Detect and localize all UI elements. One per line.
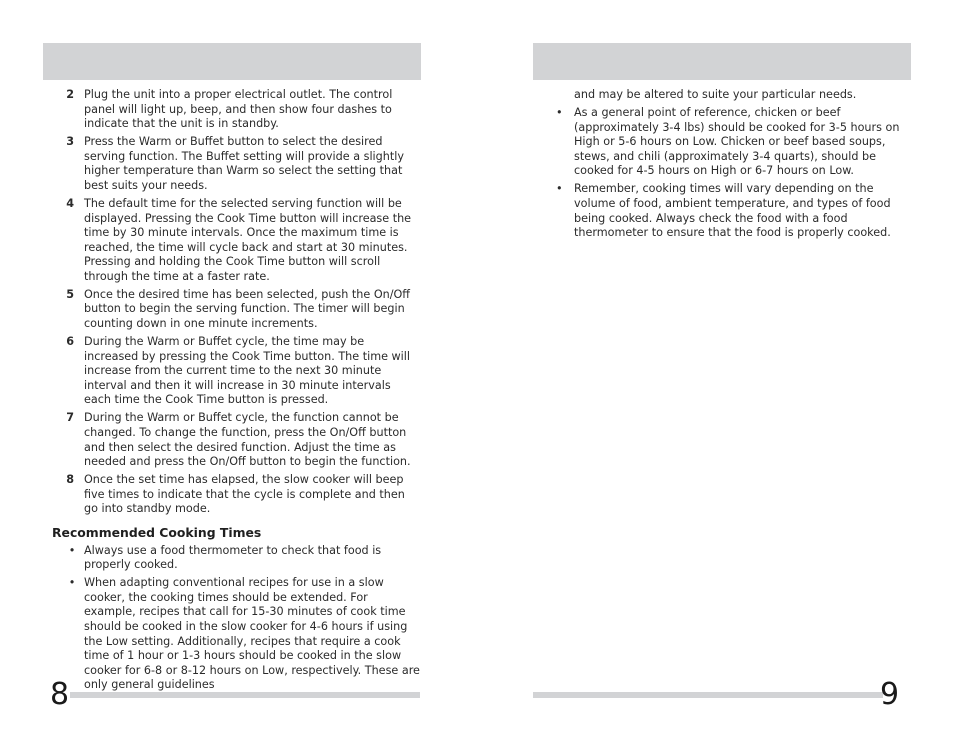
step-text: Plug the unit into a proper electrical outlet. The control panel will light up, beep, and then show four dashes to indicate that the unit is in standby. (84, 88, 393, 131)
bullet-dot: • (68, 576, 76, 590)
bullet-dot: • (556, 105, 563, 119)
step-text: During the Warm or Buffet cycle, the time may be increased by pressing the Cook Time button. The time will increase from the current time to the next 30 minute interval and then it will increase in 30 minute intervals each time the Cook Time button is pressed. (84, 335, 411, 407)
right-page-footer-bar (533, 692, 883, 698)
step-number: 3 (66, 135, 74, 149)
continued-text: and may be altered to suite your particular needs. (574, 88, 857, 101)
bullet-text: When adapting conventional recipes for use in a slow cooker, the cooking times should be extended. For example, recipes that call for 15-30 minutes of cook time should be cooked in the slow cooker for 4-6 hours if using the Low setting. Additionally, recipes that require a cook time of 1 hour or 1-3 hours should be cooked in the slow cooker for 6-8 or 8-12 hours on Low, respectively. These are only general guidelines (84, 576, 420, 692)
step-text: Once the set time has elapsed, the slow cooker will beep five times to indicate that the cycle is complete and then go into standby mode. (84, 473, 405, 516)
left-page-header-bar (43, 43, 421, 80)
bullet-item (52, 544, 420, 573)
step-item (52, 411, 420, 469)
bullet-item (556, 106, 906, 179)
step-text: The default time for the selected serving function will be displayed. Pressing the Cook Time button will increase the time by 30 minute intervals. Once the maximum time is reached, the time will cycle back and start at 30 minutes. Pressing and holding the Cook Time button will scroll through the time at a faster rate. (84, 196, 412, 283)
bullet-dot: • (556, 182, 563, 196)
step-item (52, 197, 420, 285)
step-text: Press the Warm or Buffet button to select the desired serving function. The Buffet setting will provide a slightly higher temperature than Warm so select the setting that best suits your needs. (84, 135, 404, 192)
step-number: 5 (66, 287, 74, 301)
bullet-text: Remember, cooking times will vary depending on the volume of food, ambient temperature, and types of food being cooked. Always check the food with a food thermometer to ensure that the food is properly cooked. (574, 182, 891, 240)
section-heading: Recommended Cooking Times (52, 524, 262, 540)
step-number: 8 (66, 473, 74, 487)
step-item (52, 288, 420, 332)
step-item (52, 335, 420, 408)
page-number-right: 9 (880, 677, 900, 712)
step-number: 4 (66, 196, 74, 210)
bullet-item (52, 576, 420, 693)
step-text: Once the desired time has been selected, push the On/Off button to begin the serving function. The timer will begin counting down in one minute increments. (84, 287, 410, 331)
page-number-left: 8 (50, 677, 70, 712)
bullet-text: Always use a food thermometer to check that food is properly cooked. (84, 543, 382, 572)
step-number: 6 (66, 335, 74, 349)
step-text: During the Warm or Buffet cycle, the function cannot be changed. To change the function, press the On/Off button and then select the desired function. Adjust the time as needed and press the On/Off button to begin the function. (84, 411, 411, 469)
bullet-item (556, 182, 906, 240)
left-page-footer-bar (70, 692, 420, 698)
step-item (52, 135, 420, 193)
right-page-header-bar (533, 43, 911, 80)
step-item (52, 473, 420, 517)
step-number: 2 (66, 88, 74, 101)
step-item (52, 88, 420, 132)
left-page-content (52, 88, 420, 696)
step-number: 7 (66, 411, 74, 425)
bullet-dot: • (68, 543, 76, 557)
bullet-text: As a general point of reference, chicken or beef (approximately 3-4 lbs) should be cooked for 3-5 hours on High or 5-6 hours on Low. Chicken or beef based soups, stews, and chili (approximately 3-4 quarts), should be cooked for 4-5 hours on High or 6-7 hours on Low. (574, 105, 900, 178)
right-page-content (556, 88, 906, 244)
